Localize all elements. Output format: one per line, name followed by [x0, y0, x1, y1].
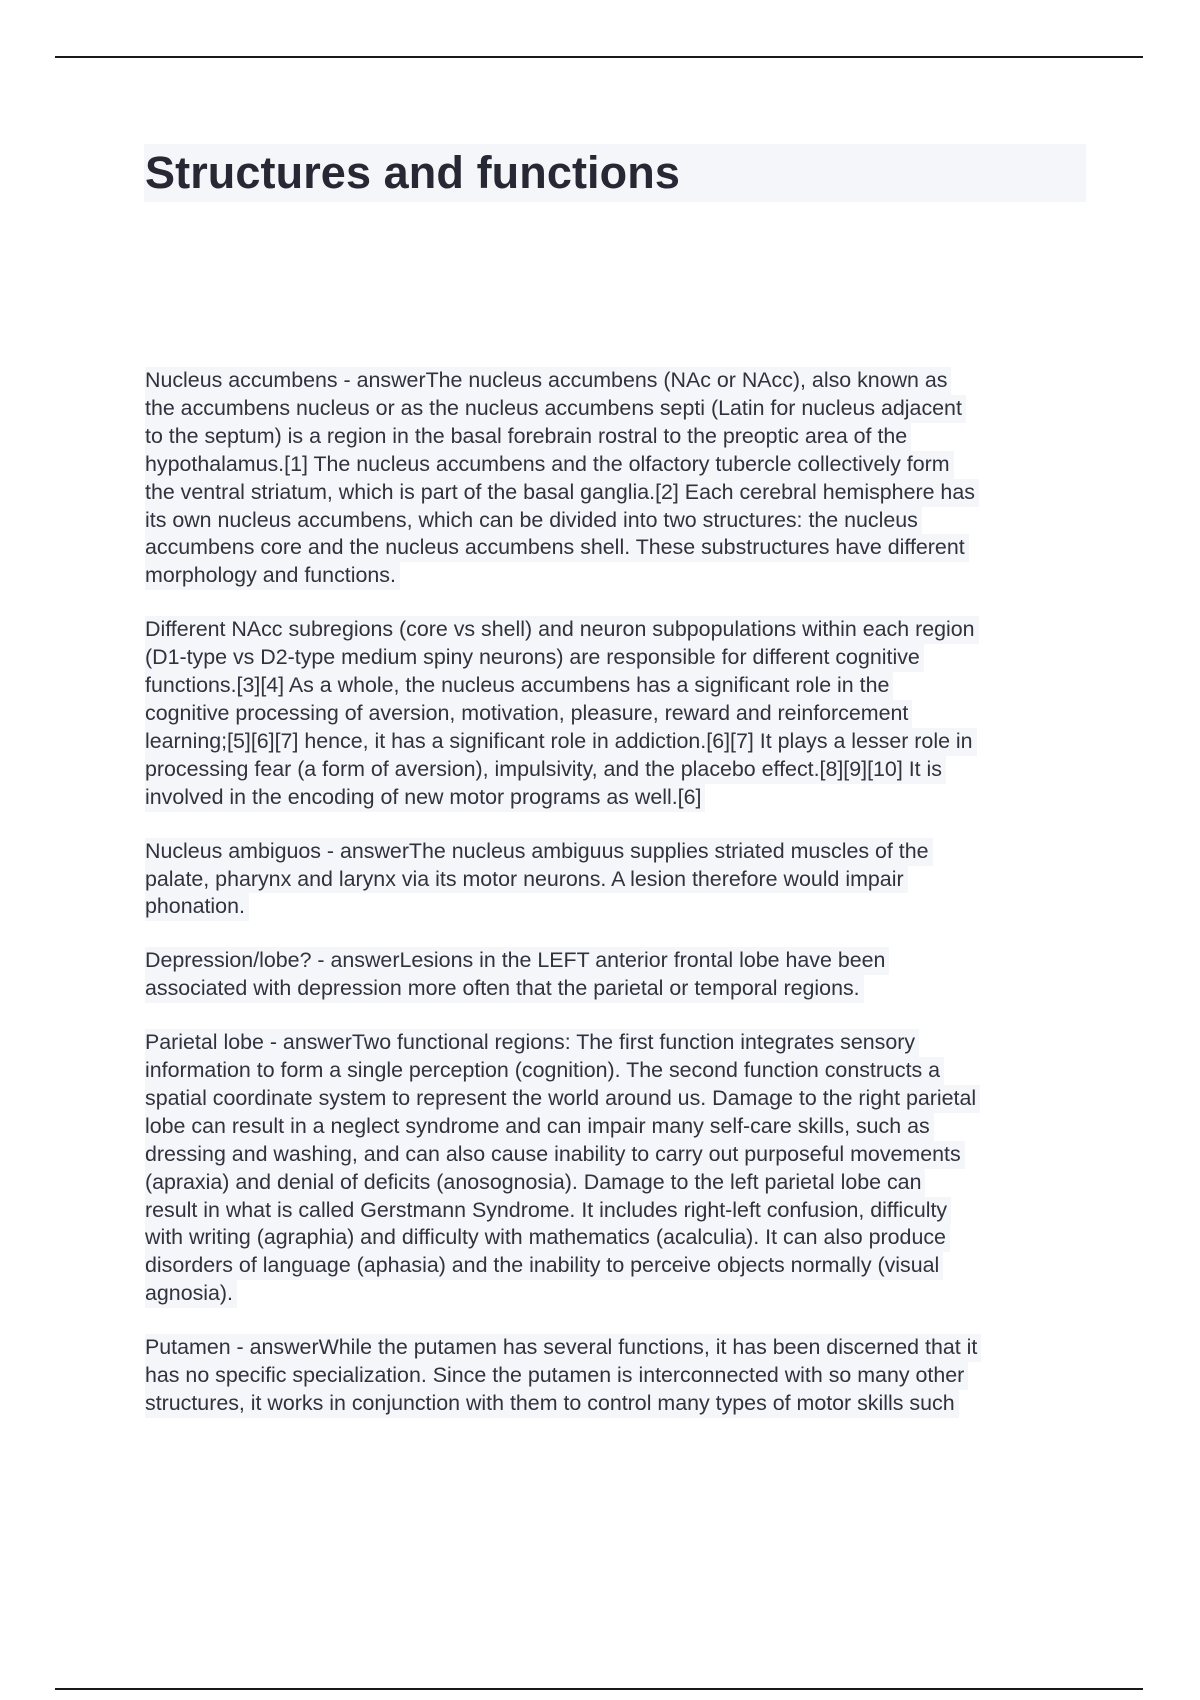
- paragraph: [145, 947, 1087, 1003]
- paragraph: [145, 616, 1087, 811]
- paragraph: [145, 1029, 1087, 1308]
- paragraph: [145, 367, 1087, 590]
- text-line: the ventral striatum, which is part of the basal ganglia.[2] Each cerebral hemisphere has: [145, 479, 979, 507]
- text-line: structures, it works in conjunction with them to control many types of motor skills such: [145, 1390, 959, 1418]
- paragraph: [145, 838, 1087, 922]
- text-line: learning;[5][6][7] hence, it has a significant role in addiction.[6][7] It plays a lesser role in: [145, 728, 977, 756]
- text-line: associated with depression more often that the parietal or temporal regions.: [145, 975, 864, 1003]
- text-line: result in what is called Gerstmann Syndrome. It includes right-left confusion, difficulty: [145, 1197, 951, 1225]
- paragraph: [145, 1334, 1087, 1418]
- text-line: palate, pharynx and larynx via its motor neurons. A lesion therefore would impair: [145, 866, 908, 894]
- text-line: (D1-type vs D2-type medium spiny neurons) are responsible for different cognitive: [145, 644, 924, 672]
- text-line: Parietal lobe - answerTwo functional regions: The first function integrates sensory: [145, 1029, 919, 1057]
- text-line: agnosia).: [145, 1280, 237, 1308]
- text-line: morphology and functions.: [145, 562, 400, 590]
- text-line: spatial coordinate system to represent the world around us. Damage to the right parietal: [145, 1085, 980, 1113]
- text-line: phonation.: [145, 893, 249, 921]
- text-line: with writing (agraphia) and difficulty with mathematics (acalculia). It can also produce: [145, 1224, 950, 1252]
- bottom-divider: [55, 1688, 1143, 1690]
- text-line: has no specific specialization. Since the putamen is interconnected with so many other: [145, 1362, 968, 1390]
- text-line: information to form a single perception (cognition). The second function constructs a: [145, 1057, 944, 1085]
- text-line: accumbens core and the nucleus accumbens shell. These substructures have different: [145, 534, 969, 562]
- top-divider: [55, 56, 1143, 58]
- text-line: Depression/lobe? - answerLesions in the LEFT anterior frontal lobe have been: [145, 947, 889, 975]
- text-line: Different NAcc subregions (core vs shell) and neuron subpopulations within each region: [145, 616, 979, 644]
- text-line: disorders of language (aphasia) and the inability to perceive objects normally (visual: [145, 1252, 943, 1280]
- text-line: processing fear (a form of aversion), impulsivity, and the placebo effect.[8][9][10] It is: [145, 756, 946, 784]
- text-line: cognitive processing of aversion, motivation, pleasure, reward and reinforcement: [145, 700, 912, 728]
- text-line: involved in the encoding of new motor programs as well.[6]: [145, 784, 705, 812]
- text-line: (apraxia) and denial of deficits (anosognosia). Damage to the left parietal lobe can: [145, 1169, 925, 1197]
- text-line: Putamen - answerWhile the putamen has several functions, it has been discerned that it: [145, 1334, 981, 1362]
- text-line: to the septum) is a region in the basal forebrain rostral to the preoptic area of the: [145, 423, 911, 451]
- page-title: Structures and functions: [145, 147, 680, 198]
- text-line: dressing and washing, and can also cause inability to carry out purposeful movements: [145, 1141, 965, 1169]
- text-line: its own nucleus accumbens, which can be divided into two structures: the nucleus: [145, 507, 922, 535]
- text-line: Nucleus accumbens - answerThe nucleus accumbens (NAc or NAcc), also known as: [145, 367, 951, 395]
- text-line: functions.[3][4] As a whole, the nucleus accumbens has a significant role in the: [145, 672, 893, 700]
- text-line: Nucleus ambiguos - answerThe nucleus ambiguus supplies striated muscles of the: [145, 838, 933, 866]
- text-line: lobe can result in a neglect syndrome and can impair many self-care skills, such as: [145, 1113, 934, 1141]
- text-line: hypothalamus.[1] The nucleus accumbens and the olfactory tubercle collectively form: [145, 451, 954, 479]
- text-line: the accumbens nucleus or as the nucleus accumbens septi (Latin for nucleus adjacent: [145, 395, 966, 423]
- document-body: [145, 367, 1087, 1444]
